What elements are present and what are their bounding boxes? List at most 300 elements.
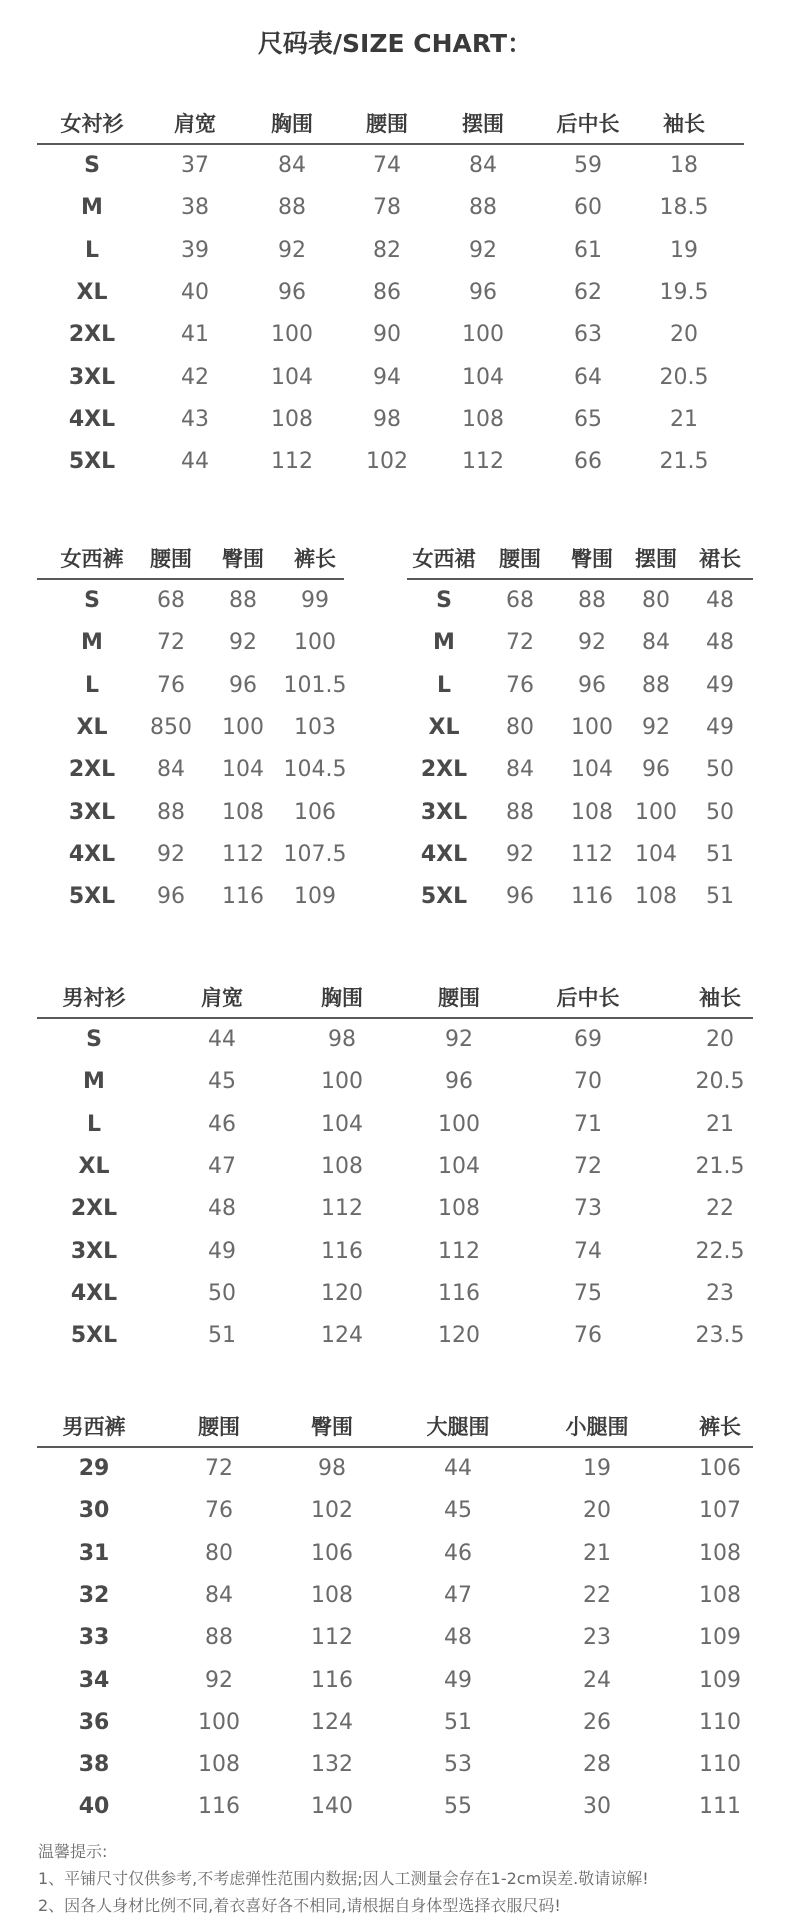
table-cell: 51 [706, 884, 734, 910]
column-header: 肩宽 [201, 986, 243, 1010]
table-cell: 41 [181, 322, 209, 348]
table-cell: 51 [706, 841, 734, 867]
size-label: 36 [78, 1709, 110, 1735]
table-cell: 72 [506, 630, 534, 656]
column-header: 裤长 [699, 1415, 741, 1439]
table-row [37, 707, 344, 749]
size-label: 38 [78, 1752, 110, 1778]
size-label: 3XL [68, 799, 116, 825]
size-label: S [84, 153, 100, 178]
table-cell: 51 [444, 1709, 472, 1735]
size-label: 3XL [70, 1238, 118, 1264]
size-label: 2XL [70, 1196, 118, 1222]
table-cell: 53 [444, 1752, 472, 1778]
column-header: 大腿围 [426, 1415, 490, 1439]
column-header: 男衬衫 [62, 986, 126, 1010]
table-cell: 104.5 [283, 757, 347, 783]
table-cell: 50 [706, 799, 734, 825]
table-cell: 48 [706, 630, 734, 656]
table-cell: 22 [583, 1582, 611, 1608]
column-header: 女西裙 [412, 547, 476, 571]
table-cell: 48 [208, 1196, 236, 1222]
table-cell: 92 [278, 237, 306, 263]
column-header: 腰围 [366, 112, 408, 136]
table-cell: 92 [157, 841, 185, 867]
table-cell: 98 [328, 1027, 356, 1052]
womens-shirt-size-table [37, 105, 744, 493]
column-header: 臀围 [311, 1415, 353, 1439]
column-header: 腰围 [499, 547, 541, 571]
table-cell: 112 [271, 449, 313, 475]
size-label: 30 [78, 1498, 110, 1524]
table-cell: 108 [311, 1582, 353, 1608]
table-cell: 74 [373, 153, 401, 178]
size-label: 5XL [68, 884, 116, 910]
size-label: M [81, 630, 103, 656]
table-cell: 20 [583, 1498, 611, 1524]
column-header: 肩宽 [174, 112, 216, 136]
table-cell: 108 [321, 1153, 363, 1179]
table-row [407, 622, 753, 664]
table-cell: 104 [271, 364, 313, 390]
column-header: 小腿围 [565, 1415, 629, 1439]
table-cell: 111 [699, 1794, 741, 1820]
table-row [37, 1660, 753, 1702]
table-cell: 45 [208, 1069, 236, 1095]
table-header [37, 105, 744, 145]
table-row [37, 145, 744, 187]
size-label: 5XL [420, 884, 468, 910]
table-row [37, 1231, 753, 1273]
table-cell: 50 [706, 757, 734, 783]
table-cell: 106 [699, 1456, 741, 1481]
column-header: 袖长 [699, 986, 741, 1010]
table-row [37, 314, 744, 356]
table-cell: 107 [699, 1498, 741, 1524]
table-cell: 108 [635, 884, 677, 910]
table-cell: 92 [205, 1667, 233, 1693]
table-cell: 49 [208, 1238, 236, 1264]
table-cell: 102 [366, 449, 408, 475]
size-label: 31 [78, 1540, 110, 1566]
size-label: 5XL [68, 449, 116, 475]
table-row [37, 1617, 753, 1659]
size-label: 34 [78, 1667, 110, 1693]
size-label: 2XL [68, 322, 116, 348]
table-cell: 112 [438, 1238, 480, 1264]
table-cell: 84 [205, 1582, 233, 1608]
table-row [37, 272, 744, 314]
table-cell: 96 [157, 884, 185, 910]
notes-heading: 温馨提示: [38, 1842, 108, 1861]
size-notes [38, 1838, 778, 1919]
column-header: 裤长 [294, 547, 336, 571]
table-cell: 75 [574, 1280, 602, 1306]
mens-pants-size-table [37, 1408, 753, 1839]
table-cell: 850 [150, 714, 192, 740]
table-header [37, 979, 753, 1019]
size-label: 3XL [68, 364, 116, 390]
table-cell: 47 [208, 1153, 236, 1179]
table-cell: 19.5 [659, 279, 709, 305]
table-header [37, 540, 344, 580]
page-title: 尺码表/SIZE CHART： [257, 29, 533, 58]
table-cell: 132 [311, 1752, 353, 1778]
table-cell: 43 [181, 406, 209, 432]
table-row [37, 187, 744, 229]
table-cell: 49 [706, 672, 734, 698]
size-label: L [436, 672, 452, 698]
table-cell: 108 [271, 406, 313, 432]
table-cell: 74 [574, 1238, 602, 1264]
table-cell: 88 [157, 799, 185, 825]
size-label: 2XL [420, 757, 468, 783]
column-header: 后中长 [556, 112, 620, 136]
table-cell: 28 [583, 1752, 611, 1778]
table-cell: 88 [578, 588, 606, 613]
column-header: 女西裤 [60, 547, 124, 571]
table-row [407, 834, 753, 876]
table-cell: 92 [445, 1027, 473, 1052]
table-cell: 116 [571, 884, 613, 910]
table-cell: 88 [278, 195, 306, 221]
table-cell: 72 [205, 1456, 233, 1481]
table-cell: 23 [706, 1280, 734, 1306]
table-cell: 100 [271, 322, 313, 348]
table-cell: 112 [311, 1625, 353, 1651]
table-cell: 104 [438, 1153, 480, 1179]
table-cell: 96 [642, 757, 670, 783]
table-cell: 18 [670, 153, 698, 178]
table-cell: 96 [278, 279, 306, 305]
table-cell: 68 [506, 588, 534, 613]
table-cell: 80 [506, 714, 534, 740]
table-cell: 100 [462, 322, 504, 348]
table-cell: 38 [181, 195, 209, 221]
table-row [37, 441, 744, 483]
table-cell: 63 [574, 322, 602, 348]
table-cell: 108 [222, 799, 264, 825]
table-cell: 21.5 [659, 449, 709, 475]
table-cell: 96 [445, 1069, 473, 1095]
table-row [37, 1786, 753, 1828]
table-cell: 101.5 [283, 672, 347, 698]
table-cell: 86 [373, 279, 401, 305]
table-cell: 92 [642, 714, 670, 740]
table-cell: 66 [574, 449, 602, 475]
table-cell: 61 [574, 237, 602, 263]
table-cell: 109 [699, 1625, 741, 1651]
table-cell: 120 [321, 1280, 363, 1306]
table-cell: 22 [706, 1196, 734, 1222]
table-cell: 94 [373, 364, 401, 390]
table-cell: 140 [311, 1794, 353, 1820]
size-label: XL [76, 714, 108, 740]
table-cell: 100 [635, 799, 677, 825]
table-cell: 88 [205, 1625, 233, 1651]
table-cell: 72 [574, 1153, 602, 1179]
table-row [37, 1273, 753, 1315]
table-row [37, 1061, 753, 1103]
table-cell: 48 [706, 588, 734, 613]
size-label: 32 [78, 1582, 110, 1608]
table-cell: 45 [444, 1498, 472, 1524]
table-row [37, 1702, 753, 1744]
size-label: 5XL [70, 1323, 118, 1349]
table-cell: 48 [444, 1625, 472, 1651]
table-cell: 18.5 [659, 195, 709, 221]
table-row [37, 1019, 753, 1061]
table-cell: 84 [278, 153, 306, 178]
column-header: 摆围 [635, 547, 677, 571]
size-label: L [86, 1111, 102, 1137]
table-cell: 26 [583, 1709, 611, 1735]
table-cell: 73 [574, 1196, 602, 1222]
table-cell: 88 [469, 195, 497, 221]
table-cell: 69 [574, 1027, 602, 1052]
table-row [37, 1146, 753, 1188]
table-cell: 100 [222, 714, 264, 740]
table-cell: 104 [222, 757, 264, 783]
table-cell: 108 [571, 799, 613, 825]
table-cell: 96 [229, 672, 257, 698]
table-cell: 76 [157, 672, 185, 698]
table-cell: 100 [321, 1069, 363, 1095]
table-cell: 76 [506, 672, 534, 698]
table-row [37, 1315, 753, 1357]
table-cell: 116 [222, 884, 264, 910]
table-cell: 92 [506, 841, 534, 867]
table-cell: 51 [208, 1323, 236, 1349]
table-cell: 84 [642, 630, 670, 656]
table-cell: 39 [181, 237, 209, 263]
size-label: XL [78, 1153, 110, 1179]
table-cell: 116 [198, 1794, 240, 1820]
table-cell: 100 [438, 1111, 480, 1137]
table-cell: 84 [469, 153, 497, 178]
table-cell: 98 [373, 406, 401, 432]
table-row [407, 580, 753, 622]
table-cell: 120 [438, 1323, 480, 1349]
table-cell: 76 [574, 1323, 602, 1349]
size-label: 4XL [420, 841, 468, 867]
column-header: 腰围 [150, 547, 192, 571]
table-cell: 98 [318, 1456, 346, 1481]
table-cell: 70 [574, 1069, 602, 1095]
size-label: 4XL [68, 406, 116, 432]
size-label: M [433, 630, 455, 656]
table-cell: 116 [438, 1280, 480, 1306]
size-label: 2XL [68, 757, 116, 783]
table-row [37, 1448, 753, 1490]
table-row [407, 707, 753, 749]
table-cell: 47 [444, 1582, 472, 1608]
table-cell: 92 [578, 630, 606, 656]
table-cell: 49 [706, 714, 734, 740]
size-label: 4XL [70, 1280, 118, 1306]
table-cell: 65 [574, 406, 602, 432]
table-cell: 109 [699, 1667, 741, 1693]
size-label: 40 [78, 1794, 110, 1820]
column-header: 腰围 [438, 986, 480, 1010]
column-header: 胸围 [271, 112, 313, 136]
table-row [37, 876, 344, 918]
table-row [37, 580, 344, 622]
table-row [407, 749, 753, 791]
table-cell: 99 [301, 588, 329, 613]
table-cell: 23.5 [695, 1323, 745, 1349]
table-cell: 104 [571, 757, 613, 783]
table-row [407, 792, 753, 834]
column-header: 臀围 [222, 547, 264, 571]
size-label: 3XL [420, 799, 468, 825]
table-cell: 20 [670, 322, 698, 348]
table-cell: 109 [294, 884, 336, 910]
size-label: M [81, 195, 103, 221]
table-cell: 20 [706, 1027, 734, 1052]
table-cell: 90 [373, 322, 401, 348]
table-cell: 88 [642, 672, 670, 698]
table-row [37, 1533, 753, 1575]
table-cell: 62 [574, 279, 602, 305]
table-cell: 82 [373, 237, 401, 263]
table-cell: 21 [706, 1111, 734, 1137]
table-cell: 110 [699, 1752, 741, 1778]
table-cell: 102 [311, 1498, 353, 1524]
table-cell: 107.5 [283, 841, 347, 867]
table-cell: 80 [205, 1540, 233, 1566]
table-cell: 21 [670, 406, 698, 432]
table-cell: 21 [583, 1540, 611, 1566]
column-header: 女衬衫 [60, 112, 124, 136]
table-cell: 72 [157, 630, 185, 656]
table-cell: 46 [208, 1111, 236, 1137]
table-row [37, 1104, 753, 1146]
table-cell: 49 [444, 1667, 472, 1693]
table-cell: 80 [642, 588, 670, 613]
table-cell: 20.5 [659, 364, 709, 390]
column-header: 裙长 [699, 547, 741, 571]
size-label: S [436, 588, 452, 613]
table-cell: 44 [181, 449, 209, 475]
table-cell: 124 [311, 1709, 353, 1735]
table-cell: 100 [198, 1709, 240, 1735]
table-cell: 124 [321, 1323, 363, 1349]
mens-shirt-size-table [37, 979, 753, 1367]
table-cell: 112 [321, 1196, 363, 1222]
table-cell: 40 [181, 279, 209, 305]
table-cell: 46 [444, 1540, 472, 1566]
notes-line-2: 2、因各人身材比例不同,着衣喜好各不相同,请根据自身体型选择衣服尺码! [38, 1896, 561, 1915]
notes-line-1: 1、平铺尺寸仅供参考,不考虑弹性范围内数据;因人工测量会存在1-2cm误差.敬请谅解! [38, 1869, 649, 1888]
table-cell: 112 [462, 449, 504, 475]
table-row [37, 1744, 753, 1786]
table-cell: 37 [181, 153, 209, 178]
table-cell: 64 [574, 364, 602, 390]
size-label: 33 [78, 1625, 110, 1651]
table-cell: 108 [699, 1582, 741, 1608]
table-row [37, 665, 347, 707]
table-row [407, 665, 753, 707]
size-label: M [83, 1069, 105, 1095]
table-cell: 71 [574, 1111, 602, 1137]
table-cell: 96 [469, 279, 497, 305]
table-row [37, 834, 347, 876]
table-cell: 84 [157, 757, 185, 783]
table-cell: 96 [506, 884, 534, 910]
table-row [37, 1575, 753, 1617]
table-row [37, 1490, 753, 1532]
table-row [37, 749, 347, 791]
table-cell: 104 [321, 1111, 363, 1137]
table-cell: 92 [469, 237, 497, 263]
table-cell: 116 [311, 1667, 353, 1693]
table-cell: 20.5 [695, 1069, 745, 1095]
table-cell: 42 [181, 364, 209, 390]
table-cell: 60 [574, 195, 602, 221]
table-cell: 78 [373, 195, 401, 221]
table-row [37, 399, 744, 441]
table-cell: 104 [635, 841, 677, 867]
table-cell: 88 [229, 588, 257, 613]
table-cell: 108 [699, 1540, 741, 1566]
table-cell: 108 [198, 1752, 240, 1778]
table-cell: 103 [294, 714, 336, 740]
column-header: 臀围 [571, 547, 613, 571]
table-cell: 106 [294, 799, 336, 825]
column-header: 胸围 [321, 986, 363, 1010]
column-header: 袖长 [663, 112, 705, 136]
column-header: 摆围 [462, 112, 504, 136]
table-header [407, 540, 753, 580]
womens-skirt-size-table [407, 540, 753, 928]
table-row [37, 1188, 753, 1230]
table-cell: 22.5 [695, 1238, 745, 1264]
table-row [407, 876, 753, 918]
table-cell: 68 [157, 588, 185, 613]
table-cell: 92 [229, 630, 257, 656]
size-label: XL [428, 714, 460, 740]
table-cell: 19 [670, 237, 698, 263]
size-label: L [84, 237, 100, 263]
table-cell: 100 [294, 630, 336, 656]
table-cell: 55 [444, 1794, 472, 1820]
table-cell: 108 [462, 406, 504, 432]
table-cell: 19 [583, 1456, 611, 1481]
table-cell: 21.5 [695, 1153, 745, 1179]
table-cell: 44 [444, 1456, 472, 1481]
size-label: 4XL [68, 841, 116, 867]
table-cell: 104 [462, 364, 504, 390]
table-cell: 24 [583, 1667, 611, 1693]
table-cell: 84 [506, 757, 534, 783]
column-header: 后中长 [556, 986, 620, 1010]
table-cell: 112 [571, 841, 613, 867]
table-cell: 106 [311, 1540, 353, 1566]
table-row [37, 792, 344, 834]
table-header [37, 1408, 753, 1448]
table-cell: 116 [321, 1238, 363, 1264]
size-label: S [86, 1027, 102, 1052]
column-header: 男西裤 [62, 1415, 126, 1439]
size-label: S [84, 588, 100, 613]
table-cell: 88 [506, 799, 534, 825]
size-label: XL [76, 279, 108, 305]
table-cell: 76 [205, 1498, 233, 1524]
table-cell: 110 [699, 1709, 741, 1735]
size-label: L [84, 672, 100, 698]
column-header: 腰围 [198, 1415, 240, 1439]
